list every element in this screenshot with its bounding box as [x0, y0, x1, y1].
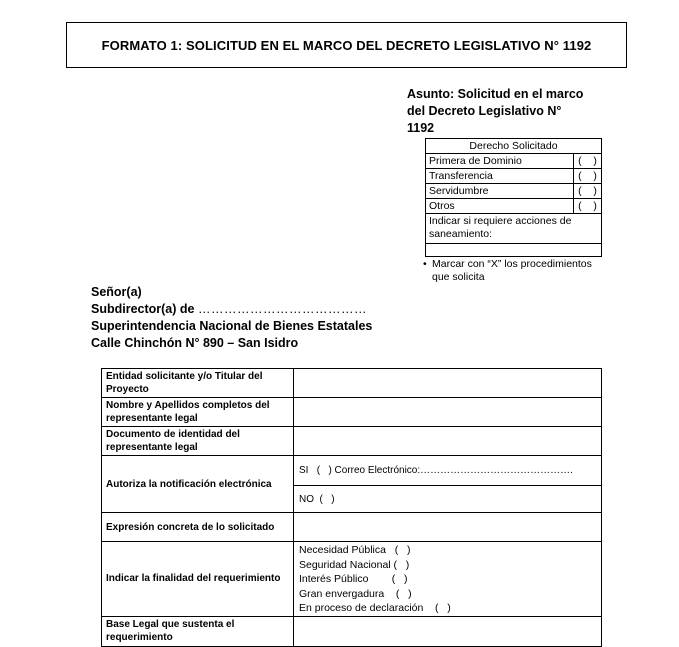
option-seguridad-nacional[interactable]: Seguridad Nacional ( ): [299, 558, 410, 571]
asunto-line-3: 1192: [407, 121, 435, 135]
option-interes-publico[interactable]: Interés Público ( ): [299, 573, 408, 585]
label-documento: Documento de identidad del representante legal: [102, 427, 294, 456]
derecho-label-servidumbre: Servidumbre: [426, 184, 574, 199]
saneamiento-label: Indicar si requiere acciones de saneamiento:: [426, 214, 602, 244]
addressee-line-2: [91, 301, 372, 318]
addressee-block: [91, 284, 372, 352]
marking-note: [423, 258, 608, 284]
form-title-text: FORMATO 1: SOLICITUD EN EL MARCO DEL DECRETO LEGISLATIVO N° 1192: [101, 37, 592, 53]
derecho-label-transferencia: Transferencia: [426, 169, 574, 184]
saneamiento-field[interactable]: [426, 244, 602, 257]
field-autoriza-si[interactable]: [294, 456, 602, 486]
derecho-label-primera-de-dominio: Primera de Dominio: [426, 154, 574, 169]
label-nombre: Nombre y Apellidos completos del representante legal: [102, 398, 294, 427]
label-autoriza: Autoriza la notificación electrónica: [102, 456, 294, 513]
label-entidad: Entidad solicitante y/o Titular del Proyecto: [102, 369, 294, 398]
checkbox-servidumbre[interactable]: ( ): [574, 184, 602, 199]
form-row-nombre: [102, 398, 602, 427]
asunto-line-1: Asunto: Solicitud en el marco: [407, 87, 584, 101]
form-row-documento: [102, 427, 602, 456]
form-row-autoriza: [102, 456, 602, 486]
derecho-label-otros: Otros: [426, 199, 574, 214]
form-row-expresion: [102, 513, 602, 542]
form-row-entidad: [102, 369, 602, 398]
label-finalidad: Indicar la finalidad del requerimiento: [102, 542, 294, 617]
field-documento[interactable]: [294, 427, 602, 456]
form-title: [66, 22, 627, 68]
option-necesidad-publica[interactable]: Necesidad Pública ( ): [299, 544, 411, 556]
option-no[interactable]: NO ( ): [299, 493, 335, 505]
derecho-row: [426, 169, 602, 184]
addressee-fill-dots[interactable]: …………………………………: [197, 302, 367, 316]
marking-note-text: Marcar con “X” los procedimientos que solicita: [432, 258, 592, 283]
addressee-line-1: Señor(a): [91, 285, 142, 299]
derecho-solicitado-table: [425, 138, 602, 257]
field-finalidad[interactable]: [294, 542, 602, 617]
form-row-base-legal: [102, 616, 602, 646]
checkbox-transferencia[interactable]: ( ): [574, 169, 602, 184]
derecho-header: Derecho Solicitado: [426, 139, 602, 154]
field-expresion[interactable]: [294, 513, 602, 542]
checkbox-primera-de-dominio[interactable]: ( ): [574, 154, 602, 169]
checkbox-otros[interactable]: ( ): [574, 199, 602, 214]
field-base-legal[interactable]: [294, 616, 602, 646]
asunto-line-2: del Decreto Legislativo N°: [407, 104, 562, 118]
application-form-table: [101, 368, 602, 647]
derecho-row: [426, 154, 602, 169]
option-en-proceso-declaracion[interactable]: En proceso de declaración ( ): [299, 602, 451, 614]
addressee-line-2-prefix: Subdirector(a) de: [91, 302, 195, 316]
field-autoriza-no[interactable]: [294, 486, 602, 513]
field-nombre[interactable]: [294, 398, 602, 427]
addressee-line-3: Superintendencia Nacional de Bienes Estatales: [91, 319, 373, 333]
option-si-correo[interactable]: SI ( ) Correo Electrónico:……………………………………….: [299, 465, 573, 476]
label-expresion: Expresión concreta de lo solicitado: [102, 513, 294, 542]
field-entidad[interactable]: [294, 369, 602, 398]
asunto-block: [407, 86, 607, 137]
option-gran-envergadura[interactable]: Gran envergadura ( ): [299, 587, 412, 600]
addressee-line-4: Calle Chinchón N° 890 – San Isidro: [91, 336, 299, 350]
derecho-row: [426, 184, 602, 199]
label-base-legal: Base Legal que sustenta el requerimiento: [102, 616, 294, 646]
derecho-row: [426, 199, 602, 214]
form-row-finalidad: [102, 542, 602, 617]
bullet-icon: •: [423, 258, 427, 270]
